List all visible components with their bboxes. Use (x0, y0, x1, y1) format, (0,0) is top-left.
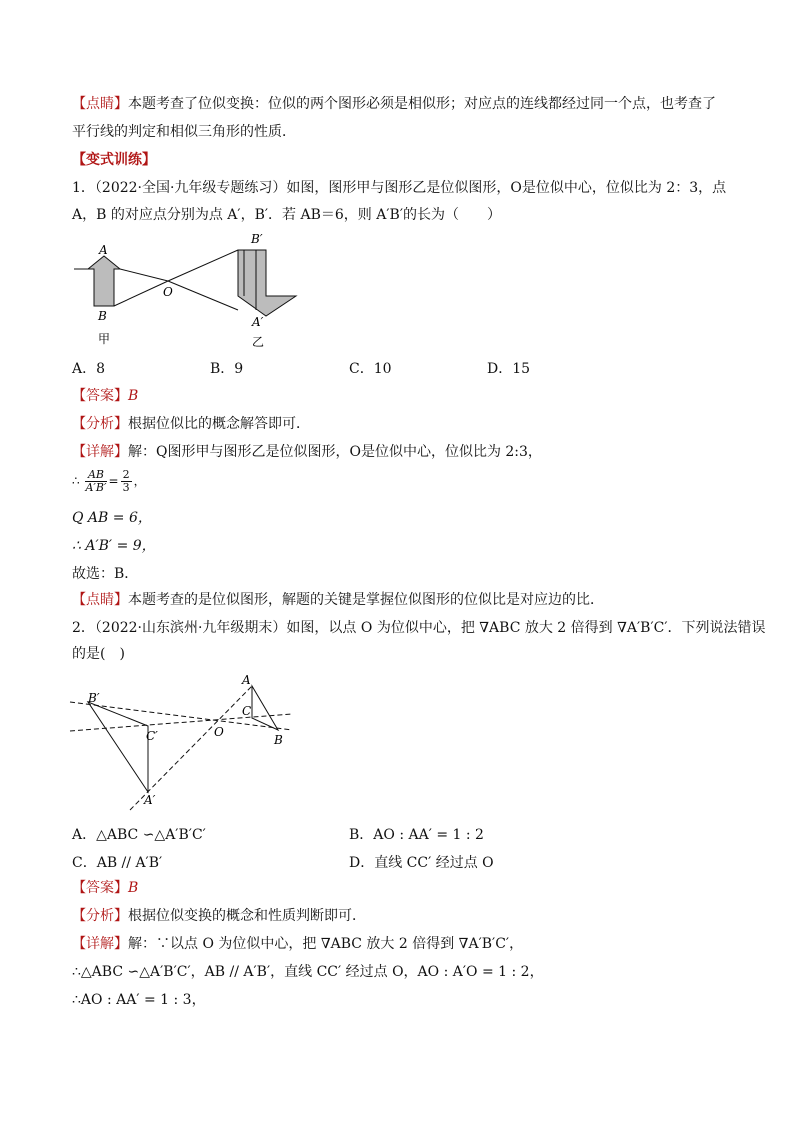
q2-detail-line2: ∴△ABC ∽△A′B′C′，AB // A′B′，直线 CC′ 经过点 O，AO : A′O = 1 : 2， (72, 964, 544, 980)
q2-label-B: B (274, 733, 283, 747)
prev-point-tag: 【点睛】 (72, 96, 128, 112)
prev-point-line1: 【点睛】本题考查了位似变换：位似的两个图形必须是相似形；对应点的连线都经过同一个点，也考查了 (72, 96, 716, 112)
q1-choose: 故选：B． (72, 566, 139, 582)
q1-detail-line1: 【详解】解：Q图形甲与图形乙是位似图形，O是位似中心，位似比为 2:3， (72, 444, 542, 460)
q1-stem-line1: 1．（2022·全国·九年级专题练习）如图，图形甲与图形乙是位似图形，O是位似中心，位似比为 2：3，点 (72, 180, 727, 196)
q1-label-Bp: B′ (251, 232, 263, 246)
q1-fraction-ab: $\frac{AB}{A'B'}$ (85, 468, 107, 494)
q1-label-Ap: A′ (252, 315, 264, 329)
q2-triangle-small (252, 686, 278, 730)
q2-detail-line3: ∴AO : AA′ = 1 : 3， (72, 992, 206, 1008)
q2-answer: 【答案】B (72, 880, 139, 896)
q2-option-c[interactable]: C．AB // A′B′ (72, 855, 163, 871)
q1-option-b[interactable]: B．9 (210, 361, 244, 377)
q1-analysis: 【分析】根据位似比的概念解答即可． (72, 416, 310, 432)
q2-analysis: 【分析】根据位似变换的概念和性质判断即可． (72, 908, 366, 924)
q2-triangle-big (88, 702, 148, 792)
q2-label-C: C (242, 704, 252, 718)
q1-fraction-line: ∴ $\frac{AB}{A'B'}$ = $\frac{2}{3}$ ， (72, 468, 146, 494)
section-title: 【变式训练】 (72, 152, 156, 168)
q1-point: 【点睛】本题考查的是位似图形，解题的关键是掌握位似图形的位似比是对应边的比． (72, 592, 604, 608)
q2-label-Cp: C′ (146, 729, 158, 743)
q1-label-yi: 乙 (252, 335, 265, 349)
q1-label-B: B (98, 309, 107, 323)
q1-label-O: O (163, 285, 173, 299)
q1-detail-line4: ∴ A′B′ = 9， (72, 538, 156, 554)
q1-option-d[interactable]: D．15 (487, 361, 531, 377)
q2-option-a[interactable]: A．△ABC ∽△A′B′C′ (72, 827, 206, 843)
q2-option-d[interactable]: D．直线 CC′ 经过点 O (349, 855, 494, 871)
q1-option-c[interactable]: C．10 (349, 361, 392, 377)
q2-label-A: A (242, 673, 251, 687)
q1-label-A: A (99, 243, 108, 257)
q1-stem-line2: A，B 的对应点分别为点 A′，B′．若 AB＝6，则 A′B′的长为（ ） (72, 207, 502, 223)
q1-fraction-ratio: $\frac{2}{3}$ (122, 468, 130, 494)
q1-option-a[interactable]: A．8 (72, 361, 106, 377)
q2-detail-line1: 【详解】解：∵以点 O 为位似中心，把 ∇ABC 放大 2 倍得到 ∇A′B′C′， (72, 936, 524, 952)
q1-shape-jia (88, 256, 120, 306)
q2-label-O: O (214, 725, 224, 739)
prev-point-line2: 平行线的判定和相似三角形的性质． (72, 124, 296, 140)
q2-option-b[interactable]: B．AO : AA′ = 1 : 2 (349, 827, 484, 843)
q1-answer: 【答案】B (72, 388, 139, 404)
q1-label-jia: 甲 (98, 332, 111, 346)
q1-figure (68, 228, 308, 353)
q2-stem-line2: 的是( ) (72, 646, 125, 662)
q1-detail-line3: Q AB = 6， (72, 510, 152, 526)
q1-shape-yi (238, 250, 296, 316)
q2-label-Ap: A′ (144, 793, 156, 807)
q2-label-Bp: B′ (88, 691, 100, 705)
q2-figure (66, 668, 306, 813)
q2-stem-line1: 2．（2022·山东滨州·九年级期末）如图，以点 O 为位似中心，把 ∇ABC 放大 2 倍得到 ∇A′B′C′．下列说法错误 (72, 620, 766, 636)
